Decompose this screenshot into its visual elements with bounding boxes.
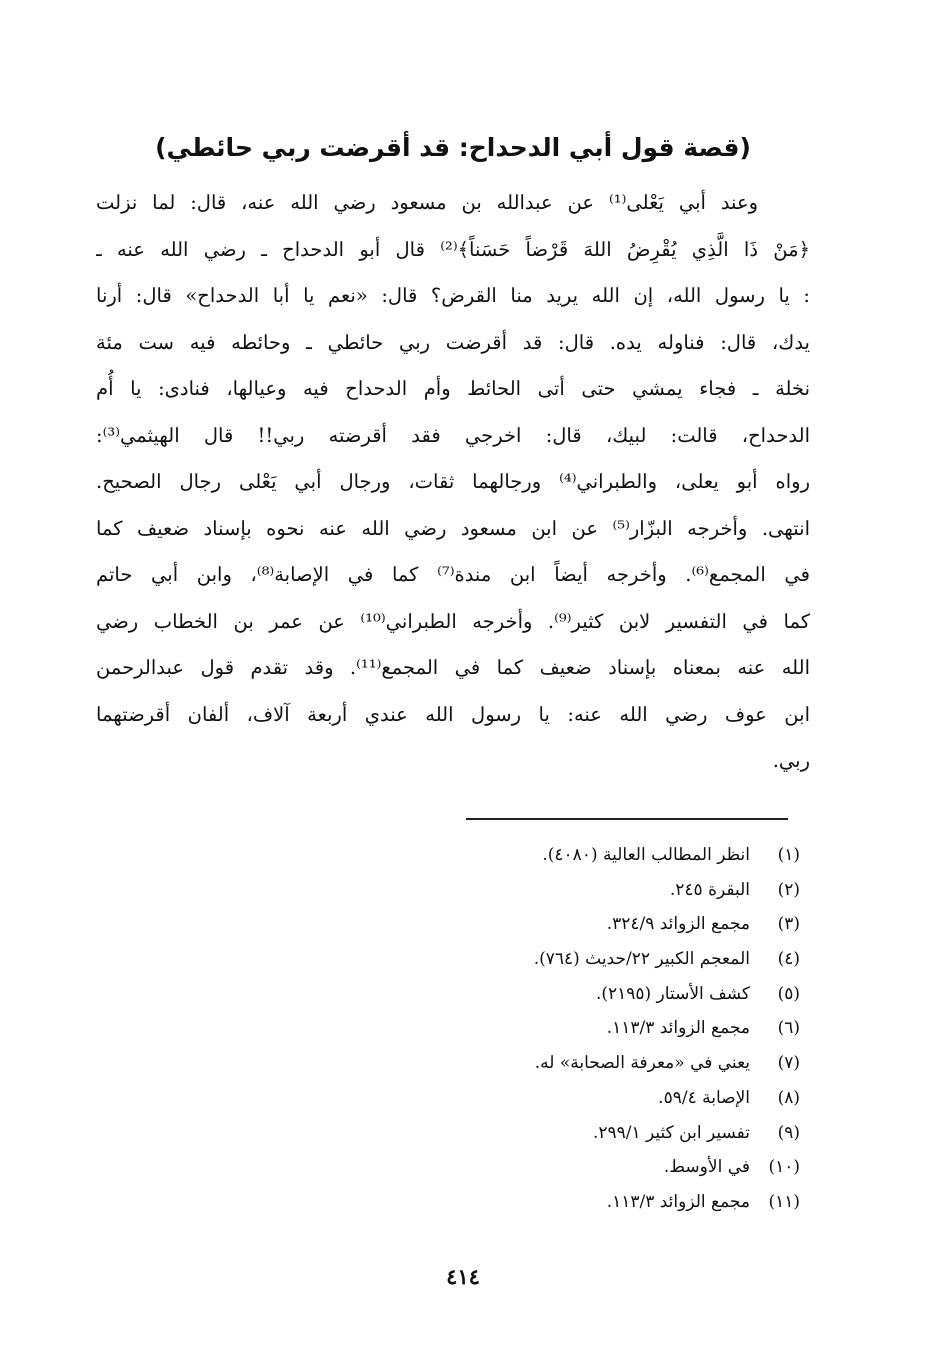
footnote-number: (٩) bbox=[777, 1122, 800, 1143]
body-line: كما في التفسير لابن كثير⁽⁹⁾. وأخرجه الطبراني⁽¹⁰⁾ عن عمر بن الخطاب رضي bbox=[96, 609, 810, 633]
body-line: انتهى. وأخرجه البزّار⁽⁵⁾ عن ابن مسعود رضي الله عنه نحوه بإسناد ضعيف كما bbox=[96, 516, 810, 540]
body-line: يدك، قال: فناوله يده. قال: قد أقرضت ربي حائطي ـ وحائطه فيه ست مئة bbox=[96, 330, 810, 354]
footnote-text: يعني في «معرفة الصحابة» له. bbox=[534, 1053, 750, 1074]
footnote-number: (٦) bbox=[777, 1018, 800, 1039]
footnote-text: في الأوسط. bbox=[663, 1157, 750, 1178]
body-line: ﴿مَنْ ذَا الَّذِي يُقْرِضُ اللهَ قَرْضاً حَسَناً﴾⁽²⁾ قال أبو الدحداح ـ رضي الله عنه ـ bbox=[96, 237, 810, 261]
footnote-text: انظر المطالب العالية (٤٠٨٠). bbox=[542, 845, 750, 865]
footnote-number: (٤) bbox=[777, 949, 800, 970]
footnote-item bbox=[300, 1150, 800, 1185]
footnote-number: (٣) bbox=[777, 914, 800, 935]
footnote-number: (١) bbox=[777, 845, 800, 865]
footnote-item bbox=[300, 1185, 800, 1220]
footnote-text: المعجم الكبير ٢٢/حديث (٧٦٤). bbox=[533, 949, 750, 970]
footnote-text: الإصابة ٥٩/٤. bbox=[658, 1087, 750, 1108]
body-line: الله عنه بمعناه بإسناد ضعيف كما في المجمع⁽¹¹⁾. وقد تقدم قول عبدالرحمن bbox=[96, 656, 810, 679]
footnote-item bbox=[300, 1116, 800, 1151]
body-line: ابن عوف رضي الله عنه: يا رسول الله عندي أربعة آلاف، ألفان أقرضتهما bbox=[96, 702, 810, 726]
footnote-number: (١٠) bbox=[768, 1157, 800, 1178]
body-line: : يا رسول الله، إن الله يريد منا القرض؟ قال: «نعم يا أبا الدحداح» قال: أرنا bbox=[96, 284, 810, 307]
footnote-text: مجمع الزوائد ١١٣/٣. bbox=[606, 1191, 750, 1212]
footnote-item bbox=[300, 1011, 800, 1046]
body-line: وعند أبي يَعْلى⁽¹⁾ عن عبدالله بن مسعود رضي الله عنه، قال: لما نزلت bbox=[96, 191, 758, 214]
footnote-item bbox=[300, 1081, 800, 1116]
footnote-text: البقرة ٢٤٥. bbox=[669, 879, 750, 900]
footnote-number: (٥) bbox=[777, 983, 800, 1004]
footnote-text: مجمع الزوائد ١١٣/٣. bbox=[606, 1018, 750, 1039]
footnotes-list bbox=[300, 838, 800, 1220]
body-line: ربي. bbox=[772, 749, 810, 772]
footnote-item bbox=[300, 907, 800, 942]
footnote-item bbox=[300, 838, 800, 873]
footnote-number: (١١) bbox=[768, 1191, 800, 1212]
footnote-item bbox=[300, 873, 800, 908]
footnote-item bbox=[300, 942, 800, 977]
body-line: الدحداح، قالت: لبيك، قال: اخرجي فقد أقرضته ربي!! قال الهيثمي⁽³⁾: bbox=[96, 423, 810, 447]
footnote-separator bbox=[466, 818, 788, 820]
footnote-item bbox=[300, 1046, 800, 1081]
body-line: رواه أبو يعلى، والطبراني⁽⁴⁾ ورجالهما ثقات، ورجال أبي يَعْلى رجال الصحيح. bbox=[96, 470, 810, 493]
body-paragraph bbox=[96, 180, 810, 785]
body-line: في المجمع⁽⁶⁾. وأخرجه أيضاً ابن مندة⁽⁷⁾ كما في الإصابة⁽⁸⁾، وابن أبي حاتم bbox=[96, 563, 810, 586]
page-number: ٤١٤ bbox=[446, 1264, 480, 1289]
footnote-text: مجمع الزوائد ٣٢٤/٩. bbox=[606, 914, 750, 935]
footnote-item bbox=[300, 977, 800, 1012]
footnote-number: (٨) bbox=[777, 1087, 800, 1108]
footnote-number: (٧) bbox=[777, 1053, 800, 1074]
footnote-number: (٢) bbox=[777, 879, 800, 900]
footnote-text: تفسير ابن كثير ٢٩٩/١. bbox=[592, 1122, 750, 1143]
body-line: نخلة ـ فجاء يمشي حتى أتى الحائط وأم الدحداح فيه وعيالها، فنادى: يا أُم bbox=[96, 377, 810, 400]
section-heading: (قصة قول أبي الدحداح: قد أقرضت ربي حائطي) bbox=[155, 133, 751, 162]
footnote-text: كشف الأستار (٢١٩٥). bbox=[595, 983, 750, 1004]
